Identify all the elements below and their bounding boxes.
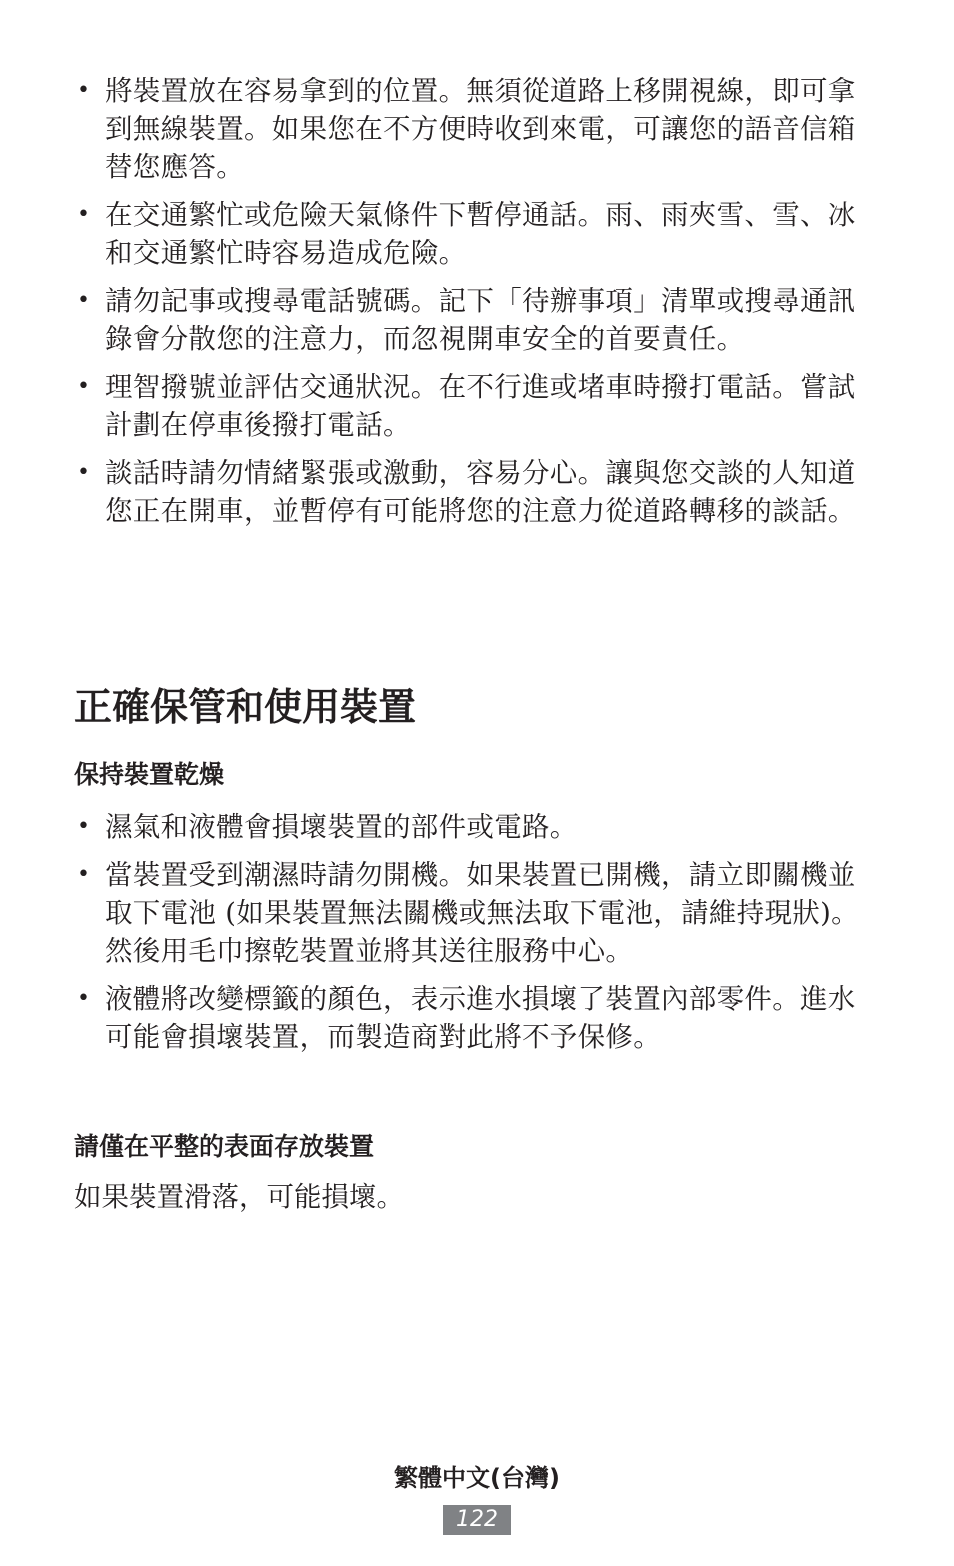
bullet-icon: •: [77, 862, 91, 887]
list-item: [74, 72, 874, 186]
list-item: [74, 808, 874, 846]
list-item: [74, 856, 874, 970]
driving-safety-list: [74, 72, 874, 540]
list-item-text: 請勿記事或搜尋電話號碼。記下「待辦事項」清單或搜尋通訊錄會分散您的注意力，而忽視開車安全的首要責任。: [105, 285, 856, 355]
list-item-text: 液體將改變標籤的顏色，表示進水損壞了裝置內部零件。進水可能會損壞裝置，而製造商對此將不予保修。: [105, 983, 856, 1053]
bullet-icon: •: [77, 78, 91, 103]
keep-dry-heading: 保持裝置乾燥: [74, 760, 225, 789]
bullet-icon: •: [77, 288, 91, 313]
section-title: 正確保管和使用裝置: [74, 685, 417, 729]
flat-surface-text: 如果裝置滑落，可能損壞。: [74, 1181, 404, 1213]
list-item-text: 當裝置受到潮濕時請勿開機。如果裝置已開機，請立即關機並取下電池 (如果裝置無法關機或無法取下電池，請維持現狀)。然後用毛巾擦乾裝置並將其送往服務中心。: [105, 859, 859, 967]
page-number: 122: [443, 1505, 511, 1535]
flat-surface-heading: 請僅在平整的表面存放裝置: [74, 1132, 375, 1161]
list-item: [74, 368, 874, 444]
bullet-icon: •: [77, 814, 91, 839]
bullet-icon: •: [77, 460, 91, 485]
list-item-text: 理智撥號並評估交通狀況。在不行進或堵車時撥打電話。嘗試計劃在停車後撥打電話。: [105, 371, 856, 441]
list-item-text: 將裝置放在容易拿到的位置。無須從道路上移開視線，即可拿到無線裝置。如果您在不方便時收到來電，可讓您的語音信箱替您應答。: [105, 75, 856, 183]
bullet-icon: •: [77, 986, 91, 1011]
list-item: [74, 282, 874, 358]
bullet-icon: •: [77, 374, 91, 399]
keep-dry-list: [74, 808, 874, 1066]
bullet-icon: •: [77, 202, 91, 227]
list-item-text: 談話時請勿情緒緊張或激動，容易分心。讓與您交談的人知道您正在開車，並暫停有可能將您的注意力從道路轉移的談話。: [105, 457, 856, 527]
list-item: [74, 196, 874, 272]
list-item-text: 在交通繁忙或危險天氣條件下暫停通話。雨、雨夾雪、雪、冰和交通繁忙時容易造成危險。: [105, 199, 856, 269]
list-item: [74, 980, 874, 1056]
list-item: [74, 454, 874, 530]
footer-language: 繁體中文(台灣): [394, 1464, 560, 1492]
list-item-text: 濕氣和液體會損壞裝置的部件或電路。: [105, 811, 578, 843]
